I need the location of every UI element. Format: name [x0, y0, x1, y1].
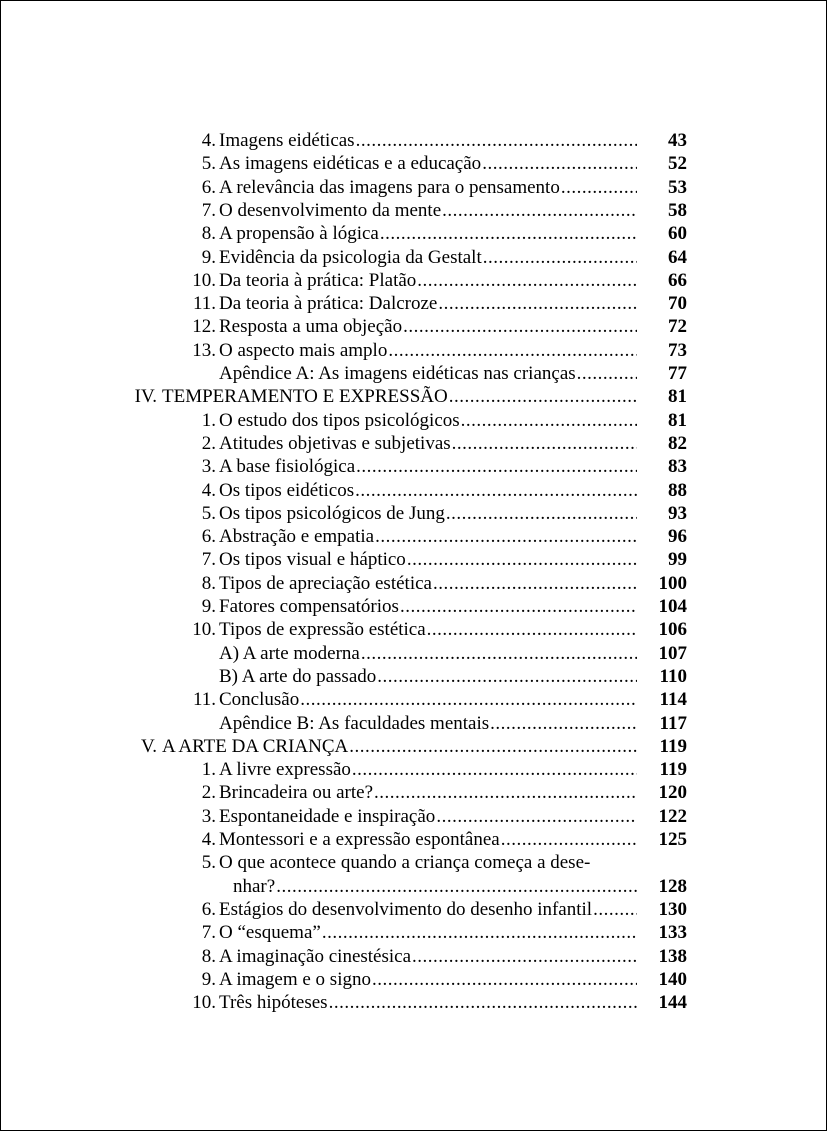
toc-entry-title-text: Montessori e a expressão espontânea — [219, 829, 500, 850]
toc-entry[interactable] — [1, 572, 827, 595]
toc-entry-title — [219, 129, 637, 152]
toc-entry-title-text: Imagens eidéticas — [219, 130, 355, 151]
toc-entry-title-text: Fatores compensatórios — [219, 596, 399, 617]
toc-entry-number: 11. — [192, 689, 216, 711]
toc-entry[interactable] — [1, 665, 827, 688]
toc-entry-number: 4. — [201, 130, 216, 151]
toc-entry[interactable] — [1, 548, 827, 571]
toc-entry[interactable] — [1, 781, 827, 804]
toc-entry-number: IV. — [134, 386, 157, 408]
toc-entry-title-text: O que acontece quando a criança começa a dese- — [219, 852, 591, 874]
dot-leader — [355, 455, 637, 478]
toc-entry-page: 119 — [659, 759, 687, 781]
toc-entry-page: 125 — [658, 829, 687, 850]
toc-entry[interactable] — [1, 152, 827, 175]
toc-entry-title — [219, 409, 637, 432]
toc-entry-title-text: A imagem e o signo — [219, 968, 371, 990]
toc-entry-title-text: Os tipos visual e háptico — [219, 549, 406, 571]
toc-entry-title — [219, 246, 637, 269]
toc-entry-page: 52 — [668, 153, 687, 175]
toc-entry-title — [219, 269, 637, 292]
table-of-contents — [1, 1, 827, 1131]
dot-leader — [360, 642, 637, 665]
toc-entry-number: 4. — [201, 829, 216, 850]
toc-entry[interactable] — [1, 595, 827, 618]
toc-entry-title — [219, 921, 637, 944]
dot-leader — [351, 758, 637, 781]
toc-entry-page: 73 — [668, 339, 687, 361]
toc-entry-title-text: TEMPERAMENTO E EXPRESSÃO — [162, 386, 448, 408]
dot-leader — [426, 618, 637, 641]
dot-leader — [432, 572, 637, 595]
toc-entry-title — [219, 339, 637, 362]
toc-entry-page: 114 — [659, 689, 687, 711]
toc-entry-title — [219, 618, 637, 641]
toc-entry-number: 2. — [201, 782, 216, 804]
toc-entry-title-text: A) A arte moderna — [219, 642, 360, 664]
toc-entry[interactable] — [1, 688, 827, 711]
toc-entry-page: 138 — [658, 945, 687, 967]
toc-entry-title-text: O “esquema” — [219, 922, 321, 944]
toc-entry-title-text: Resposta a uma objeção — [219, 316, 403, 338]
dot-leader — [560, 176, 637, 199]
toc-entry-number: 10. — [192, 992, 216, 1014]
toc-entry-page: 107 — [658, 642, 687, 664]
toc-entry-title — [219, 222, 637, 245]
toc-entry[interactable] — [1, 292, 827, 315]
toc-entry-number: 8. — [201, 945, 216, 967]
toc-entry-title-text: Os tipos psicológicos de Jung — [219, 502, 445, 524]
toc-entry-title-text: A relevância das imagens para o pensamento — [219, 176, 560, 198]
toc-entry-title-text: Conclusão — [219, 689, 300, 711]
toc-entry[interactable] — [1, 921, 827, 944]
toc-entry-number: 6. — [201, 526, 216, 548]
dot-leader — [406, 548, 637, 571]
toc-entry-title — [219, 758, 637, 781]
dot-leader — [460, 409, 637, 432]
dot-leader — [402, 315, 637, 338]
toc-entry-title-text: Atitudes objetivas e subjetivas — [219, 432, 451, 454]
toc-entry[interactable] — [1, 455, 827, 478]
toc-entry-number: 7. — [201, 549, 216, 571]
toc-entry-number: 5. — [201, 153, 216, 175]
toc-entry-title-text: A imaginação cinestésica — [219, 945, 412, 967]
toc-entry-page: 119 — [659, 735, 687, 757]
toc-entry-number: 12. — [192, 316, 216, 338]
toc-entry-page: 81 — [668, 386, 687, 408]
dot-leader — [354, 479, 637, 502]
toc-entry-number: 10. — [192, 619, 216, 641]
toc-entry-page: 96 — [668, 526, 687, 548]
toc-entry-title — [219, 688, 637, 711]
toc-entry[interactable] — [1, 479, 827, 502]
toc-entry-page: 128 — [658, 875, 687, 897]
toc-entry-number: 3. — [201, 456, 216, 478]
dot-leader — [275, 875, 637, 898]
toc-entry[interactable] — [1, 339, 827, 362]
dot-leader — [299, 688, 637, 711]
toc-entry-number: 1. — [201, 409, 216, 431]
dot-leader — [481, 152, 637, 175]
dot-leader — [387, 339, 637, 362]
dot-leader — [437, 292, 637, 315]
toc-entry-page: 60 — [668, 223, 687, 245]
dot-leader — [448, 385, 637, 408]
dot-leader — [374, 525, 637, 548]
toc-entry[interactable] — [1, 315, 827, 338]
toc-entry-title-text: A livre expressão — [219, 759, 351, 781]
toc-entry-number: 8. — [201, 223, 216, 245]
dot-leader — [379, 222, 637, 245]
toc-entry[interactable] — [1, 525, 827, 548]
toc-entry-number: 7. — [201, 922, 216, 944]
toc-entry-title-text: Tipos de expressão estética — [219, 619, 426, 641]
toc-entry-number: 5. — [201, 502, 216, 524]
toc-entry-page: 58 — [668, 199, 687, 221]
dot-leader — [321, 921, 637, 944]
toc-entry[interactable] — [1, 432, 827, 455]
dot-leader — [576, 362, 637, 385]
toc-entry-page: 83 — [668, 456, 687, 478]
toc-entry-title-text: Da teoria à prática: Platão — [219, 269, 417, 291]
toc-entry-number: 1. — [201, 759, 216, 781]
toc-entry-title — [219, 851, 637, 874]
toc-entry-page: 43 — [668, 130, 687, 151]
toc-entry-page: 88 — [668, 479, 687, 501]
dot-leader — [489, 712, 637, 735]
toc-entry-number: 9. — [201, 968, 216, 990]
toc-entry-title-text: O aspecto mais amplo — [219, 339, 388, 361]
dot-leader — [399, 595, 637, 618]
toc-entry-number: 6. — [201, 176, 216, 198]
toc-entry-title-text: Três hipóteses — [219, 992, 328, 1014]
toc-entry-number: 10. — [192, 269, 216, 291]
toc-entry[interactable] — [1, 642, 827, 665]
toc-entry-title-text: A base fisiológica — [219, 456, 356, 478]
toc-entry-title-text: Apêndice A: As imagens eidéticas nas crianças — [219, 363, 576, 384]
toc-entry[interactable] — [1, 362, 827, 385]
dot-leader — [482, 246, 637, 269]
toc-entry-number: 9. — [201, 246, 216, 268]
toc-entry-page: 122 — [658, 805, 687, 827]
toc-entry-title — [219, 642, 637, 665]
toc-entry-page: 110 — [659, 665, 687, 687]
toc-entry-title — [219, 572, 637, 595]
toc-entry-title — [162, 385, 637, 408]
toc-entry[interactable] — [1, 246, 827, 269]
toc-entry[interactable] — [1, 222, 827, 245]
toc-entry-page: 82 — [668, 432, 687, 454]
toc-entry[interactable] — [1, 758, 827, 781]
toc-entry-title-text: Brincadeira ou arte? — [219, 782, 374, 804]
dot-leader — [500, 828, 637, 851]
toc-entry-page: 66 — [668, 269, 687, 291]
dot-leader — [376, 665, 637, 688]
toc-entry-page: 81 — [668, 409, 687, 431]
toc-entry-page: 72 — [668, 316, 687, 338]
toc-entry-title-text: nhar? — [233, 875, 276, 897]
dot-leader — [435, 805, 637, 828]
toc-entry[interactable] — [1, 199, 827, 222]
dot-leader — [416, 269, 637, 292]
toc-entry-continuation[interactable] — [1, 875, 827, 898]
toc-entry-title — [219, 548, 637, 571]
toc-entry-title-text: O desenvolvimento da mente — [219, 199, 442, 221]
toc-entry-title — [219, 479, 637, 502]
toc-entry-title — [219, 665, 637, 688]
toc-entry-page: 130 — [658, 898, 687, 920]
toc-entry[interactable] — [1, 828, 827, 851]
toc-entry-title — [162, 735, 637, 758]
toc-entry-title-text: Evidência da psicologia da Gestalt — [219, 246, 482, 268]
toc-entry-title — [219, 898, 637, 921]
toc-entry-title — [219, 595, 637, 618]
toc-entry-page: 93 — [668, 502, 687, 524]
toc-entry-page: 117 — [659, 712, 687, 734]
toc-entry-title — [219, 968, 637, 991]
toc-entry-title — [219, 292, 637, 315]
toc-entry-number: 4. — [201, 479, 216, 501]
toc-entry-number: 6. — [201, 898, 216, 920]
toc-entry-page: 140 — [658, 968, 687, 990]
toc-entry[interactable] — [1, 991, 827, 1014]
dot-leader — [411, 945, 637, 968]
toc-entry-title — [219, 805, 637, 828]
dot-leader — [441, 199, 637, 222]
toc-entry-title — [219, 455, 637, 478]
toc-entry-title — [219, 176, 637, 199]
toc-entry-title-text: A ARTE DA CRIANÇA — [162, 735, 349, 757]
toc-entry-number: 13. — [192, 339, 216, 361]
toc-entry-title — [219, 315, 637, 338]
dot-leader — [355, 129, 637, 152]
toc-entry-number: V. — [140, 735, 157, 757]
toc-entry[interactable] — [1, 176, 827, 199]
toc-entry[interactable] — [1, 269, 827, 292]
toc-entry[interactable] — [1, 805, 827, 828]
toc-entry-page: 53 — [668, 176, 687, 198]
toc-entry-page: 100 — [658, 572, 687, 594]
toc-entry-title — [219, 525, 637, 548]
dot-leader — [451, 432, 637, 455]
toc-entry-title — [219, 199, 637, 222]
toc-entry[interactable] — [1, 735, 827, 758]
toc-entry-page: 104 — [658, 596, 687, 617]
toc-entry-page: 64 — [668, 246, 687, 268]
dot-leader — [348, 735, 637, 758]
toc-entry-title — [219, 828, 637, 851]
toc-entry-page: 99 — [668, 549, 687, 571]
toc-entry-title — [219, 712, 637, 735]
toc-entry-title — [219, 432, 637, 455]
toc-entry-title-text: A propensão à lógica — [219, 223, 379, 245]
dot-leader — [373, 781, 637, 804]
toc-entry-title-text: As imagens eidéticas e a educação — [219, 153, 482, 175]
toc-entry-number: 9. — [201, 596, 216, 617]
toc-entry-page: 106 — [658, 619, 687, 641]
toc-entry-title — [219, 152, 637, 175]
toc-entry[interactable] — [1, 945, 827, 968]
toc-entry-title-text: Da teoria à prática: Dalcroze — [219, 293, 438, 315]
toc-entry-page: 133 — [658, 922, 687, 944]
toc-entry-title-text: B) A arte do passado — [219, 665, 377, 687]
toc-entry[interactable] — [1, 502, 827, 525]
toc-entry-page: 120 — [658, 782, 687, 804]
dot-leader — [328, 991, 637, 1014]
toc-entry-title-text: O estudo dos tipos psicológicos — [219, 409, 460, 431]
toc-entry[interactable] — [1, 385, 827, 408]
toc-entry-title — [219, 991, 637, 1014]
toc-entry-title — [219, 781, 637, 804]
toc-entry-title — [219, 362, 637, 385]
toc-entry-page: 144 — [658, 992, 687, 1014]
toc-entry-title — [219, 502, 637, 525]
toc-entry[interactable] — [1, 129, 827, 152]
toc-entry[interactable] — [1, 968, 827, 991]
toc-entry-title-text: Abstração e empatia — [219, 526, 375, 548]
toc-entry-title-text: Espontaneidade e inspiração — [219, 805, 436, 827]
dot-leader — [445, 502, 637, 525]
toc-entry-title-text: Tipos de apreciação estética — [219, 572, 432, 594]
toc-entry[interactable] — [1, 618, 827, 641]
dot-leader — [371, 968, 637, 991]
toc-entry[interactable] — [1, 712, 827, 735]
toc-entry-number: 8. — [201, 572, 216, 594]
toc-entry-title-text: Estágios do desenvolvimento do desenho infantil — [219, 898, 593, 920]
toc-entry-number: 2. — [201, 432, 216, 454]
toc-entry[interactable] — [1, 409, 827, 432]
toc-entry[interactable] — [1, 851, 827, 874]
toc-entry-page: 77 — [668, 363, 687, 384]
toc-entry-title-text: Os tipos eidéticos — [219, 479, 355, 501]
toc-entry-title-text: Apêndice B: As faculdades mentais — [219, 712, 490, 734]
toc-entry-page: 70 — [668, 293, 687, 315]
toc-entry-title — [219, 945, 637, 968]
toc-entry[interactable] — [1, 898, 827, 921]
toc-entry-number: 7. — [201, 199, 216, 221]
toc-entry-title — [233, 875, 637, 898]
toc-entry-number: 11. — [192, 293, 216, 315]
toc-entry-number: 5. — [201, 852, 216, 874]
dot-leader — [592, 898, 637, 921]
toc-entry-number: 3. — [201, 805, 216, 827]
